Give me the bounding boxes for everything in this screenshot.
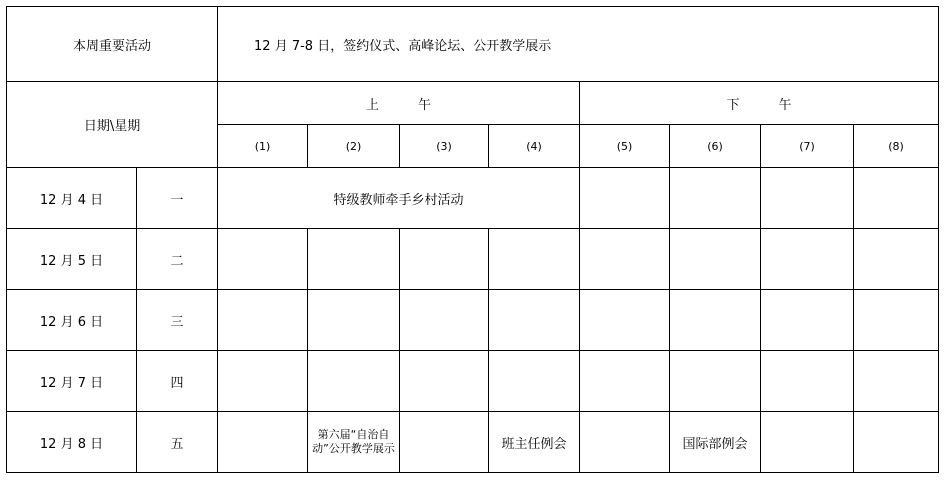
table-row (7, 290, 939, 351)
weekly-activity-row (7, 7, 939, 82)
international-dept-meeting-cell: 国际部例会 (670, 412, 761, 473)
table-row (7, 168, 939, 229)
weekday-cell: 五 (137, 412, 218, 473)
table-row (7, 351, 939, 412)
period-1-header: (1) (218, 125, 308, 168)
period-4-header: (4) (489, 125, 580, 168)
period-8-header: (8) (854, 125, 939, 168)
schedule-cell (580, 290, 670, 351)
date-cell: 12 月 4 日 (7, 168, 137, 229)
schedule-cell (761, 168, 854, 229)
date-cell: 12 月 5 日 (7, 229, 137, 290)
schedule-cell (489, 351, 580, 412)
schedule-cell (218, 290, 308, 351)
schedule-cell (854, 351, 939, 412)
date-cell: 12 月 6 日 (7, 290, 137, 351)
schedule-cell (670, 229, 761, 290)
afternoon-header: 下 午 (580, 82, 939, 125)
weekday-cell: 一 (137, 168, 218, 229)
weekly-schedule-table (6, 6, 939, 473)
schedule-cell (670, 168, 761, 229)
schedule-cell (218, 229, 308, 290)
schedule-cell (670, 351, 761, 412)
schedule-cell (489, 229, 580, 290)
schedule-cell (854, 412, 939, 473)
period-7-header: (7) (761, 125, 854, 168)
schedule-cell (761, 290, 854, 351)
date-cell: 12 月 8 日 (7, 412, 137, 473)
schedule-cell (489, 290, 580, 351)
period-3-header: (3) (400, 125, 489, 168)
table-row (7, 412, 939, 473)
schedule-cell (218, 351, 308, 412)
schedule-cell (308, 351, 400, 412)
schedule-cell (854, 229, 939, 290)
morning-header: 上 午 (218, 82, 580, 125)
schedule-cell (218, 412, 308, 473)
class-teacher-meeting-cell: 班主任例会 (489, 412, 580, 473)
open-teaching-showcase-cell: 第六届“自治自动”公开教学展示 (308, 412, 400, 473)
schedule-cell (580, 168, 670, 229)
schedule-cell (400, 290, 489, 351)
half-day-header-row (7, 82, 939, 125)
period-6-header: (6) (670, 125, 761, 168)
table-row (7, 229, 939, 290)
schedule-cell (308, 290, 400, 351)
schedule-cell (580, 351, 670, 412)
schedule-cell (761, 229, 854, 290)
weekday-cell: 三 (137, 290, 218, 351)
schedule-cell (761, 412, 854, 473)
weekday-cell: 四 (137, 351, 218, 412)
schedule-cell (400, 229, 489, 290)
schedule-cell (854, 168, 939, 229)
schedule-cell (580, 229, 670, 290)
schedule-cell (854, 290, 939, 351)
period-5-header: (5) (580, 125, 670, 168)
date-weekday-header: 日期\星期 (7, 82, 218, 168)
weekday-cell: 二 (137, 229, 218, 290)
schedule-cell (670, 290, 761, 351)
schedule-cell (400, 351, 489, 412)
schedule-cell (308, 229, 400, 290)
weekly-activity-label: 本周重要活动 (7, 7, 218, 82)
schedule-cell (580, 412, 670, 473)
period-2-header: (2) (308, 125, 400, 168)
weekly-activity-value: 12 月 7-8 日，签约仪式、高峰论坛、公开教学展示 (218, 7, 939, 82)
schedule-cell (400, 412, 489, 473)
schedule-cell (761, 351, 854, 412)
date-cell: 12 月 7 日 (7, 351, 137, 412)
merged-morning-activity-cell: 特级教师牵手乡村活动 (218, 168, 580, 229)
